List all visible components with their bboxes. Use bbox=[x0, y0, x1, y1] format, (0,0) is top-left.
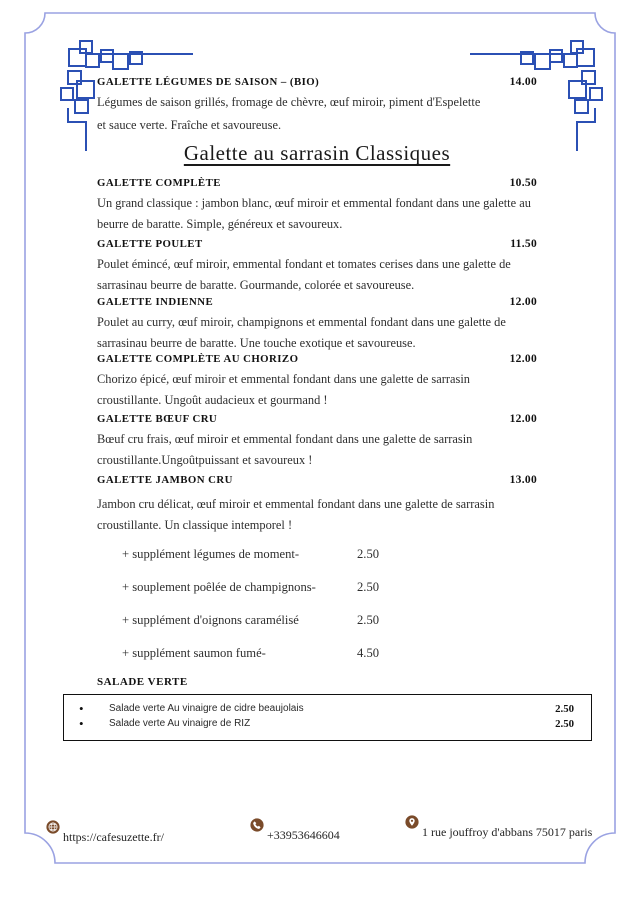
salad-box bbox=[63, 694, 592, 741]
menu-item-description-line: et sauce verte. Fraîche et savoureuse. bbox=[97, 118, 282, 132]
menu-item-jambon-cru bbox=[97, 474, 537, 536]
bullet-icon: • bbox=[79, 700, 84, 716]
supplement-row bbox=[97, 577, 537, 598]
address-text: 1 rue jouffroy d'abbans 75017 paris bbox=[422, 825, 593, 839]
menu-item-price: 12.00 bbox=[509, 353, 537, 365]
supplement-label: + supplément légumes de moment- bbox=[122, 547, 300, 561]
menu-item-description: Chorizo épicé, œuf miroir et emmental fondant dans une galette de sarrasin croustillante. Ungoût audacieux et gourmand ! bbox=[97, 372, 470, 407]
menu-item-description: Bœuf cru frais, œuf miroir et emmental fondant dans une galette de sarrasin croustillante.Ungoûtpuissant et savoureux ! bbox=[97, 432, 473, 467]
menu-item-description: Poulet émincé, œuf miroir, emmental fondant et tomates cerises dans une galette de sarrasinau beurre de baratte. Gourmande, colorée et savoureuse. bbox=[97, 257, 511, 292]
globe-icon bbox=[46, 820, 60, 834]
menu-item-price: 11.50 bbox=[510, 238, 537, 250]
menu-item-chorizo bbox=[97, 353, 537, 411]
menu-item-header bbox=[97, 238, 537, 250]
menu-item-name: GALETTE COMPLÈTE AU CHORIZO bbox=[97, 353, 299, 365]
supplement-price: 4.50 bbox=[357, 646, 380, 660]
salad-row bbox=[79, 716, 574, 731]
phone-icon bbox=[250, 818, 264, 832]
menu-item-price: 12.00 bbox=[509, 413, 537, 425]
menu-item-header bbox=[97, 353, 537, 365]
menu-item-description: Poulet au curry, œuf miroir, champignons et emmental fondant dans une galette de sarrasinau beurre de baratte. Une touche exotique et savoureuse. bbox=[97, 315, 506, 350]
supplement-row bbox=[97, 643, 537, 664]
menu-item-header bbox=[97, 76, 537, 88]
menu-item-name: GALETTE LÉGUMES DE SAISON – (BIO) bbox=[97, 76, 320, 88]
salad-row bbox=[79, 701, 574, 716]
menu-item-legumes-saison bbox=[97, 76, 537, 137]
supplement-label: + supplément saumon fumé- bbox=[122, 646, 266, 660]
menu-item-name: GALETTE COMPLÈTE bbox=[97, 177, 221, 189]
menu-item-price: 14.00 bbox=[509, 76, 537, 88]
phone-number: +33953646604 bbox=[267, 828, 340, 842]
footer-address bbox=[405, 815, 592, 840]
supplement-price: 2.50 bbox=[357, 580, 380, 594]
menu-item-header bbox=[97, 474, 537, 486]
supplement-label: + souplement poêlée de champignons- bbox=[122, 580, 316, 594]
section-title: Galette au sarrasin Classiques bbox=[183, 141, 451, 165]
supplement-price: 2.50 bbox=[357, 613, 380, 627]
menu-item-description-line: Légumes de saison grillés, fromage de chèvre, œuf miroir, piment d'Espelette bbox=[97, 95, 481, 109]
menu-item-name: GALETTE INDIENNE bbox=[97, 296, 214, 308]
menu-item-header bbox=[97, 413, 537, 425]
menu-item-price: 12.00 bbox=[509, 296, 537, 308]
salad-section-header: SALADE VERTE bbox=[97, 676, 188, 688]
supplement-label: + supplément d'oignons caramélisé bbox=[122, 613, 299, 627]
salad-item-price: 2.50 bbox=[555, 702, 574, 715]
footer-website bbox=[46, 820, 164, 845]
location-pin-icon bbox=[405, 815, 419, 829]
salad-item-label: Salade verte Au vinaigre de cidre beaujolais bbox=[109, 703, 304, 714]
menu-item-indienne bbox=[97, 296, 537, 354]
website-url: https://cafesuzette.fr/ bbox=[63, 830, 164, 844]
supplements-list bbox=[97, 544, 537, 676]
menu-item-name: GALETTE JAMBON CRU bbox=[97, 474, 233, 486]
menu-item-price: 10.50 bbox=[509, 177, 537, 189]
menu-item-description: Un grand classique : jambon blanc, œuf miroir et emmental fondant dans une galette au beurre de baratte. Simple, généreux et savoureux. bbox=[97, 196, 531, 231]
menu-item-description: Jambon cru délicat, œuf miroir et emmental fondant dans une galette de sarrasin croustillante. Un classique intemporel ! bbox=[97, 497, 495, 532]
menu-item-boeuf-cru bbox=[97, 413, 537, 471]
menu-item-header bbox=[97, 177, 537, 189]
supplement-price: 2.50 bbox=[357, 547, 380, 561]
menu-item-price: 13.00 bbox=[509, 474, 537, 486]
salad-item-price: 2.50 bbox=[555, 717, 574, 730]
footer-phone bbox=[250, 818, 340, 843]
bullet-icon: • bbox=[79, 715, 84, 731]
supplement-row bbox=[97, 610, 537, 631]
menu-item-header bbox=[97, 296, 537, 308]
menu-item-name: GALETTE BŒUF CRU bbox=[97, 413, 218, 425]
menu-item-name: GALETTE POULET bbox=[97, 238, 203, 250]
salad-item-label: Salade verte Au vinaigre de RIZ bbox=[109, 718, 251, 729]
menu-item-poulet bbox=[97, 238, 537, 296]
menu-item-complete bbox=[97, 177, 537, 235]
supplement-row bbox=[97, 544, 537, 565]
